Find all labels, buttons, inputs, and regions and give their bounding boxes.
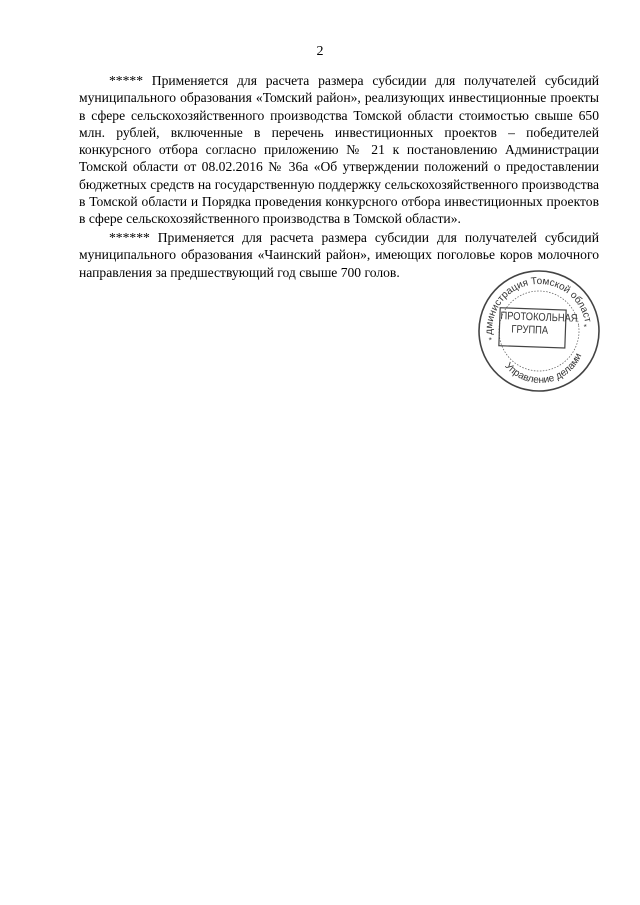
stamp-center-text	[500, 310, 578, 338]
stamp-center-line2: ГРУППА	[511, 323, 549, 337]
stamp-star-left: *	[488, 335, 493, 346]
footnote-text: Применяется для расчета размера субсидии для получателей субсидий муниципального образования «Чаинский район», имеющих поголовье коров молочного направления за предшествующий год свыше 700 голов.	[79, 230, 599, 280]
protocol-group-stamp	[466, 258, 613, 405]
page-number: 2	[316, 44, 324, 59]
footnote-marker: *****	[109, 73, 143, 88]
footnote-text: Применяется для расчета размера субсидии для получателей субсидий муниципального образования «Томский район», реализующих инвестиционные проекты в сфере сельскохозяйственного производства Томской области стоимостью свыше 650 млн. рублей, включенные в перечень инвестиционных проектов – победителей конкурсного отбора согласно приложению № 21 к постановлению Администрации Томской области от 08.02.2016 № 36а «Об утверждении положений о предоставлении бюджетных средств на государственную поддержку сельскохозяйственного производства в Томской области и Порядка проведения конкурсного отбора инвестиционных проектов в сфере сельскохозяйственного производства в Томской области».	[79, 73, 599, 227]
stamp-center-line1: ПРОТОКОЛЬНАЯ	[500, 310, 578, 325]
footnote-marker: ******	[109, 230, 150, 245]
stamp-star-right: *	[583, 322, 588, 332]
stamp-outer-top-text: Администрация Томской области	[465, 267, 594, 335]
footnote-5	[79, 72, 599, 228]
stamp-outer-bottom-text: Управление делами	[502, 351, 585, 386]
